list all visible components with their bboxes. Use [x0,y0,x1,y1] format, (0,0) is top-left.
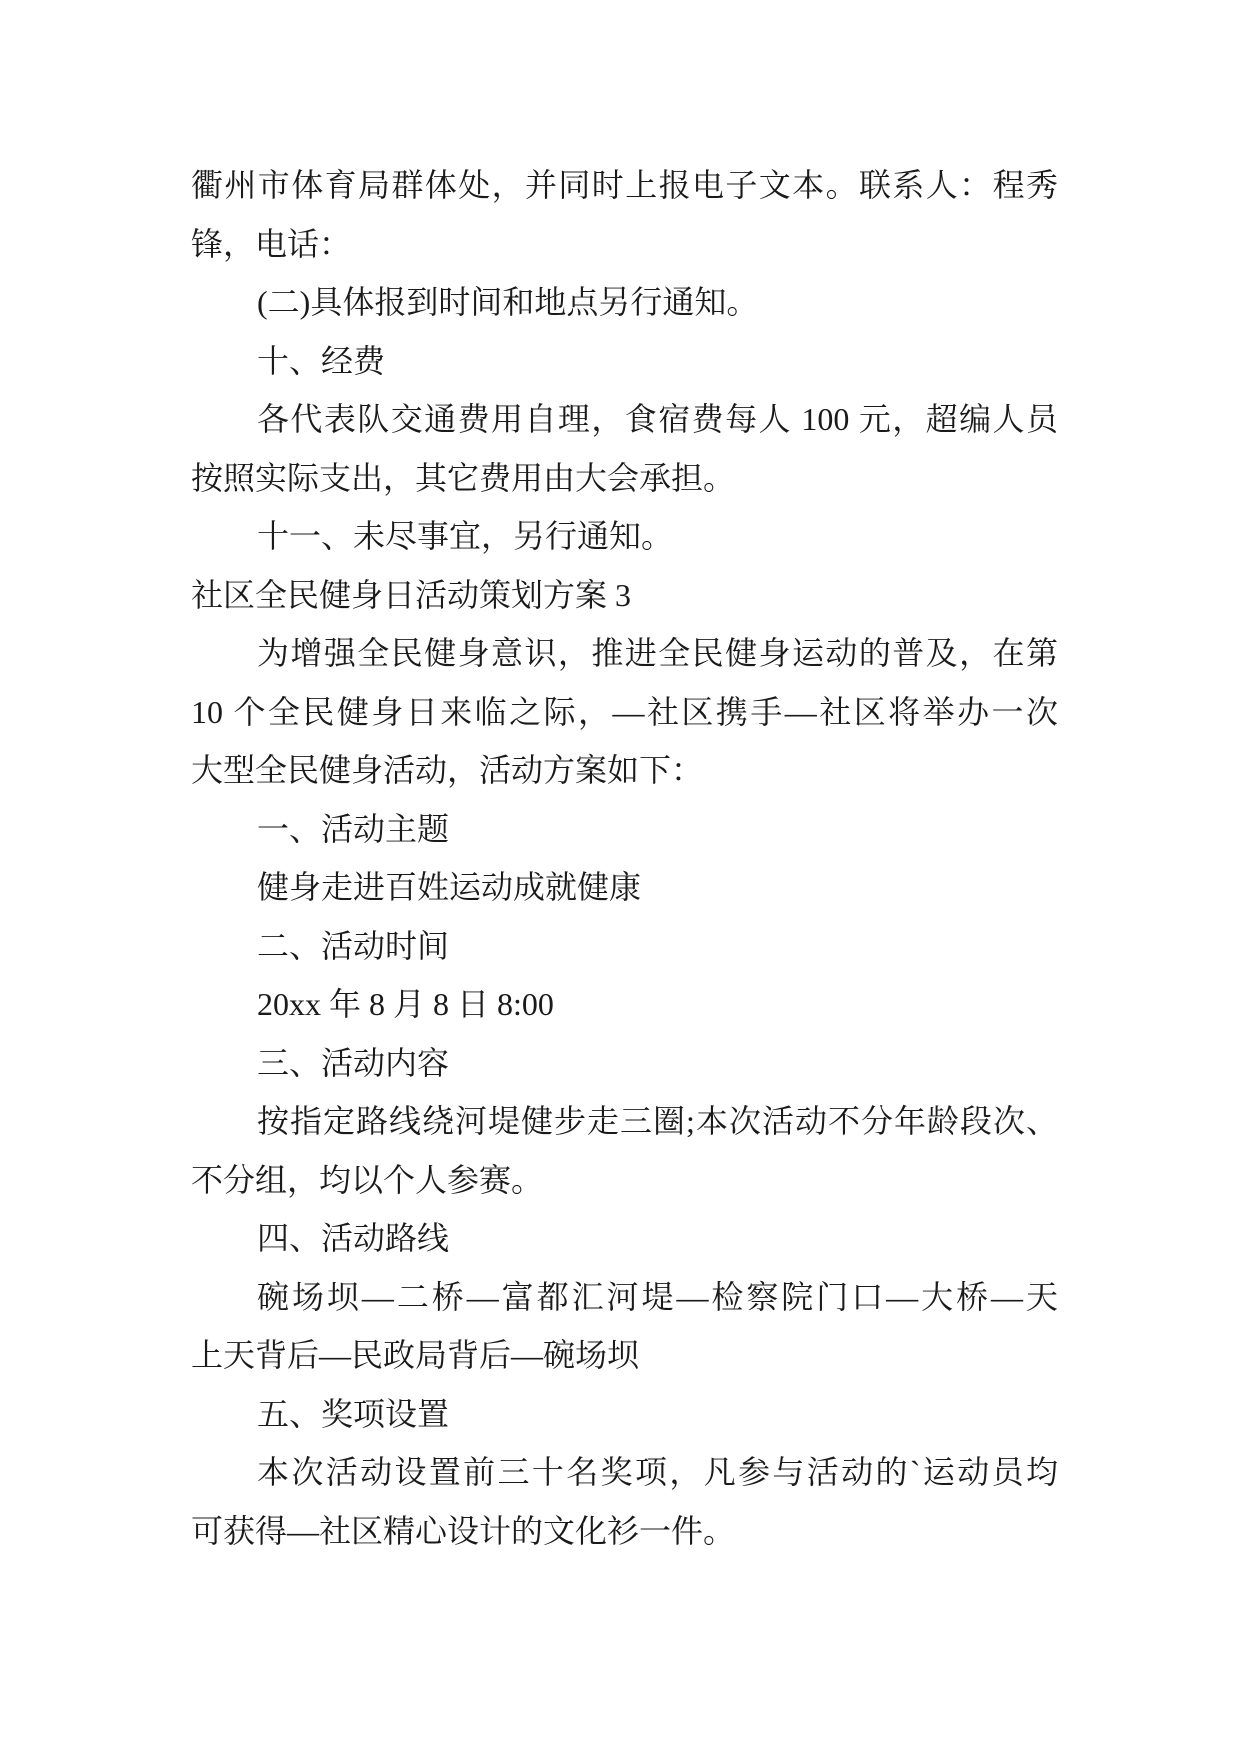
item-heading-text: 三、活动内容 [257,1044,450,1081]
paragraph [191,624,1058,800]
section-item-heading [191,1209,1058,1268]
paragraph-line: 上天背后—民政局背后—碗场坝 [191,1337,640,1373]
item-heading-text: 十一、未尽事宜，另行通知。 [257,518,674,554]
paragraph-line: 各代表队交通费用自理，食宿费每人 100 元，超编人员 [257,401,1058,437]
paragraph [191,1268,1058,1385]
paragraph-line: 碗场坝—二桥—富都汇河堤—检察院门口—大桥—天 [257,1278,1058,1315]
paragraph-line: 锋，电话： [191,225,352,262]
paragraph-line: 大型全民健身活动，活动方案如下： [191,752,704,788]
section-item-heading [191,1385,1058,1444]
paragraph-line: 可获得—社区精心设计的文化衫一件。 [191,1512,736,1549]
paragraph [191,390,1058,507]
paragraph [191,975,1058,1034]
section-item-heading [191,917,1058,976]
paragraph-line: 10 个全民健身日来临之际，—社区携手—社区将举办一次 [191,693,1058,730]
paragraph-line: 为增强全民健身意识，推进全民健身运动的普及，在第 [257,635,1058,671]
item-heading-text: 一、活动主题 [257,810,450,847]
item-heading-text: 二、活动时间 [257,927,450,964]
paragraph-line: (二)具体报到时间和地点另行通知。 [257,284,759,320]
paragraph [191,273,1058,332]
item-heading-text: 四、活动路线 [257,1220,450,1256]
paragraph-line: 不分组，均以个人参赛。 [191,1161,544,1198]
paragraph-line: 本次活动设置前三十名奖项，凡参与活动的`运动员均 [257,1454,1058,1490]
paragraph-line: 20xx 年 8 月 8 日 8:00 [257,986,554,1022]
document-title [191,566,1058,625]
document-title-text: 社区全民健身日活动策划方案 3 [191,576,632,613]
paragraph [191,1443,1058,1560]
item-heading-text: 五、奖项设置 [257,1395,450,1432]
paragraph [191,156,1058,273]
paragraph [191,858,1058,917]
section-item-heading [191,507,1058,566]
paragraph-line: 按指定路线绕河堤健步走三圈;本次活动不分年龄段次、 [257,1103,1058,1139]
document-body [191,156,1058,1560]
section-item-heading [191,800,1058,859]
paragraph [191,1092,1058,1209]
item-heading-text: 十、经费 [257,342,386,379]
paragraph-line: 衢州市体育局群体处，并同时上报电子文本。联系人：程秀 [191,167,1058,203]
paragraph-line: 健身走进百姓运动成就健康 [257,869,642,905]
section-item-heading [191,1034,1058,1093]
paragraph-line: 按照实际支出，其它费用由大会承担。 [191,459,736,496]
section-item-heading [191,332,1058,391]
